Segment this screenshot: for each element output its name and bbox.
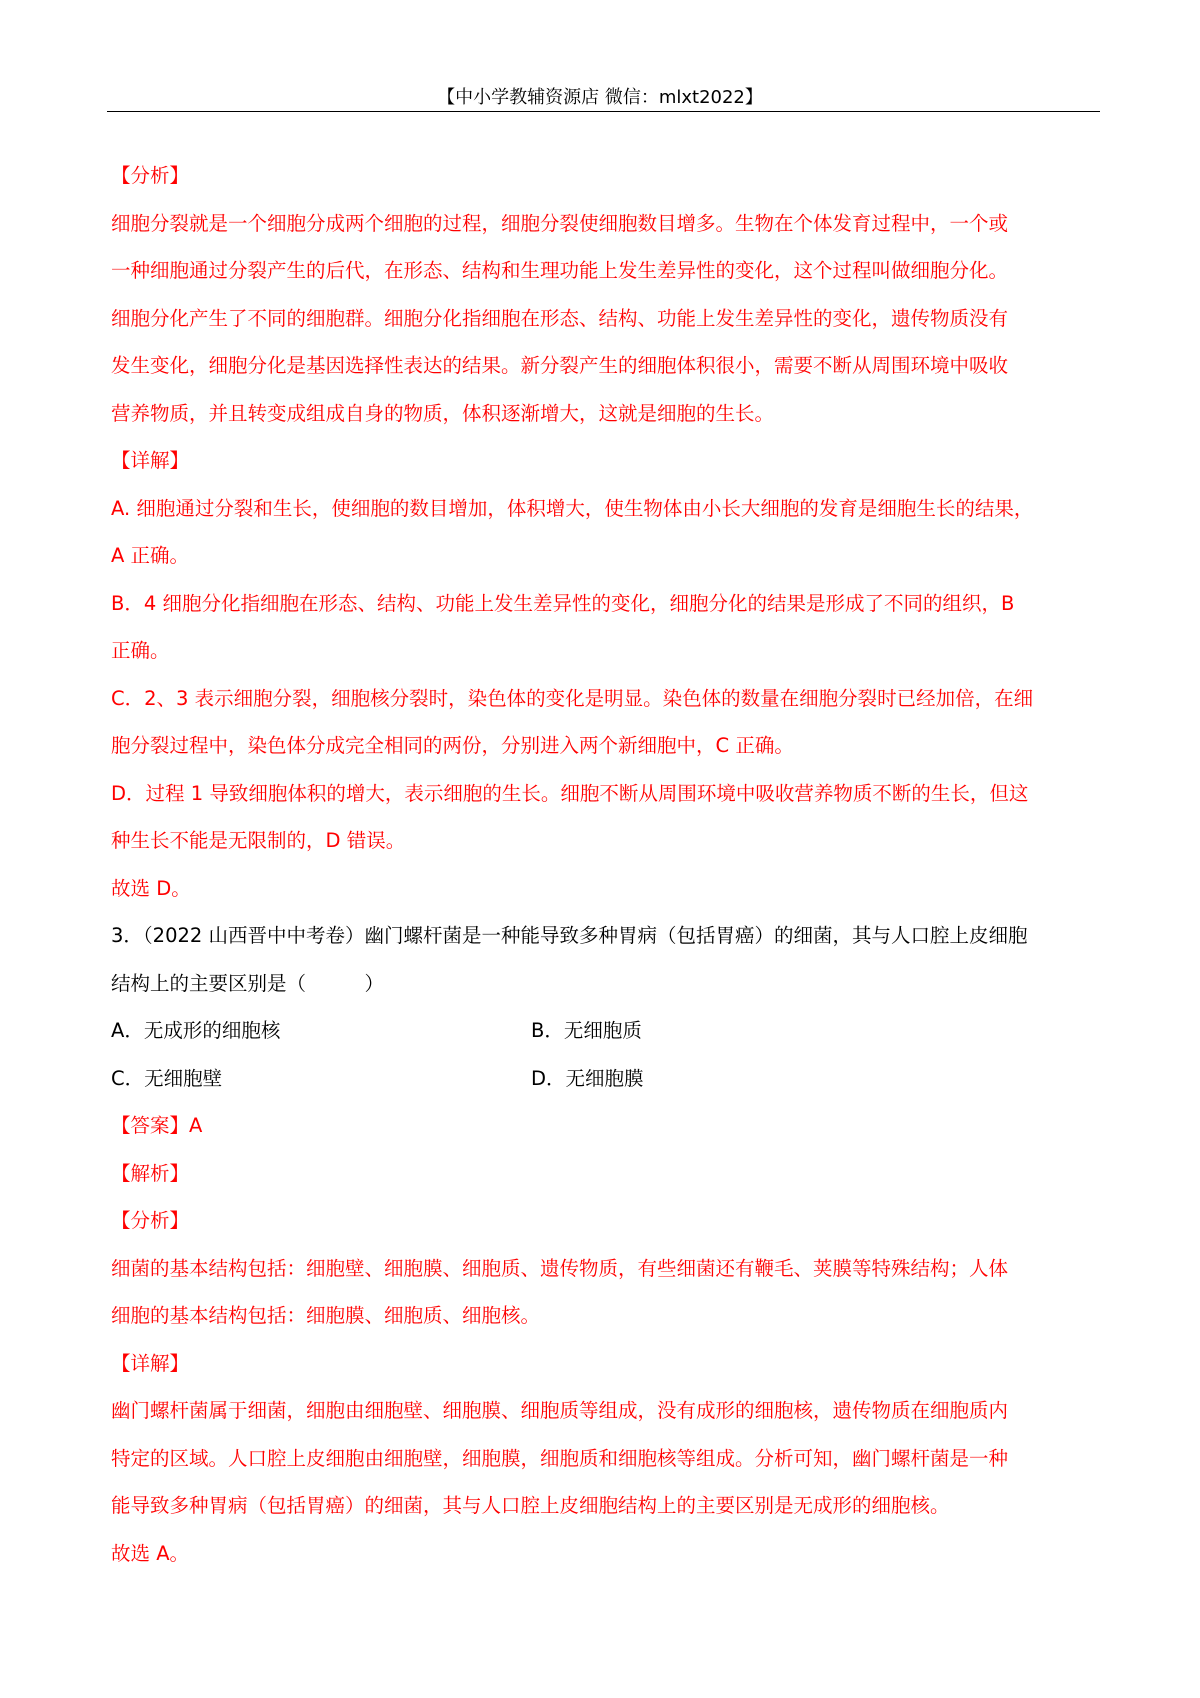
detail-line: 特定的区域。人口腔上皮细胞由细胞壁，细胞膜，细胞质和细胞核等组成。分析可知，幽门螺杆菌是一种 bbox=[111, 1446, 1009, 1470]
detail-line: A. 细胞通过分裂和生长，使细胞的数目增加，体积增大，使生物体由小长大细胞的发育是细胞生长的结果， bbox=[111, 496, 1034, 520]
detail-line: 能导致多种胃病（包括胃癌）的细菌，其与人口腔上皮细胞结构上的主要区别是无成形的细胞核。 bbox=[111, 1494, 950, 1517]
detail-line: B．4 细胞分化指细胞在形态、结构、功能上发生差异性的变化，细胞分化的结果是形成了不同的组织，B bbox=[111, 591, 1015, 615]
analysis-line: 发生变化，细胞分化是基因选择性表达的结果。新分裂产生的细胞体积很小，需要不断从周围环境中吸收 bbox=[111, 354, 1009, 377]
detail-heading: 【详解】 bbox=[111, 1351, 190, 1375]
detail-heading: 【详解】 bbox=[111, 449, 190, 472]
options-row bbox=[111, 1007, 1101, 1055]
analysis-line: 细胞分裂就是一个细胞分成两个细胞的过程，细胞分裂使细胞数目增多。生物在个体发育过程中，一个或 bbox=[111, 211, 1009, 235]
analysis-heading: 【分析】 bbox=[111, 1209, 190, 1232]
detail-line: 种生长不能是无限制的，D 错误。 bbox=[111, 829, 406, 852]
detail-line: 正确。 bbox=[111, 639, 170, 662]
jiexi-heading: 【解析】 bbox=[111, 1161, 190, 1185]
analysis-line: 细菌的基本结构包括：细胞壁、细胞膜、细胞质、遗传物质，有些细菌还有鞭毛、荚膜等特殊结构；人体 bbox=[111, 1256, 1009, 1280]
detail-line: D．过程 1 导致细胞体积的增大，表示细胞的生长。细胞不断从周围环境中吸收营养物质不断的生长，但这 bbox=[111, 781, 1029, 805]
analysis-line: 一种细胞通过分裂产生的后代，在形态、结构和生理功能上发生差异性的变化，这个过程叫做细胞分化。 bbox=[111, 259, 1009, 282]
analysis-line: 营养物质，并且转变成组成自身的物质，体积逐渐增大，这就是细胞的生长。 bbox=[111, 401, 775, 425]
page-header: 【中小学教辅资源店 微信：mlxt2022】 bbox=[437, 87, 763, 108]
question-stem: 3．（2022 山西晋中中考卷）幽门螺杆菌是一种能导致多种胃病（包括胃癌）的细菌，其与人口腔上皮细胞 bbox=[111, 924, 1028, 947]
detail-line: A 正确。 bbox=[111, 544, 190, 567]
answer: 【答案】A bbox=[111, 1114, 203, 1137]
detail-line: C．2、3 表示细胞分裂，细胞核分裂时，染色体的变化是明显。染色体的数量在细胞分裂时已经加倍，在细 bbox=[111, 686, 1034, 710]
option-c: C．无细胞壁 bbox=[111, 1066, 223, 1090]
option-a: A．无成形的细胞核 bbox=[111, 1019, 281, 1042]
page-content bbox=[111, 152, 1101, 1577]
analysis-heading: 【分析】 bbox=[111, 164, 190, 187]
detail-conclusion: 故选 A。 bbox=[111, 1541, 190, 1565]
analysis-line: 细胞分化产生了不同的细胞群。细胞分化指细胞在形态、结构、功能上发生差异性的变化，遗传物质没有 bbox=[111, 306, 1009, 330]
option-b: B．无细胞质 bbox=[531, 1019, 642, 1042]
detail-conclusion: 故选 D。 bbox=[111, 876, 191, 900]
header-divider bbox=[107, 111, 1100, 112]
detail-line: 胞分裂过程中，染色体分成完全相同的两份，分别进入两个新细胞中，C 正确。 bbox=[111, 734, 794, 757]
options-row bbox=[111, 1055, 1101, 1103]
analysis-line: 细胞的基本结构包括：细胞膜、细胞质、细胞核。 bbox=[111, 1304, 541, 1327]
detail-line: 幽门螺杆菌属于细菌，细胞由细胞壁、细胞膜、细胞质等组成，没有成形的细胞核，遗传物质在细胞质内 bbox=[111, 1399, 1009, 1422]
question-stem: 结构上的主要区别是（ ） bbox=[111, 971, 385, 995]
option-d: D．无细胞膜 bbox=[531, 1066, 644, 1090]
